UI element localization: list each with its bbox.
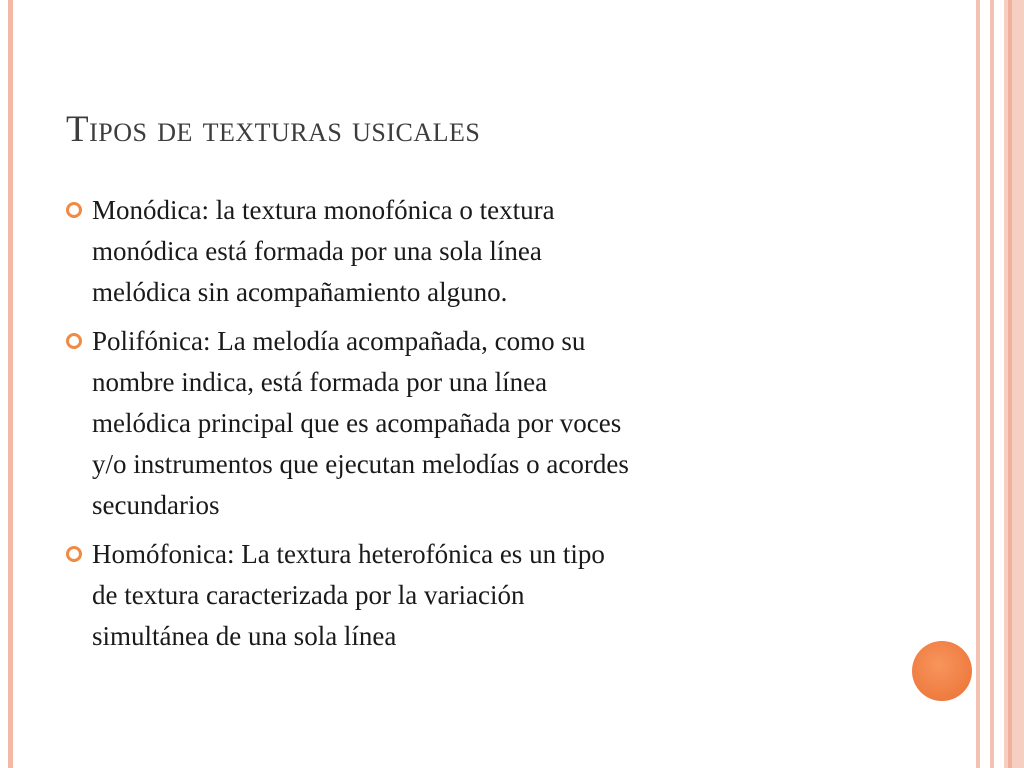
bullet-icon: [66, 202, 82, 218]
slide-title: Tipos de texturas usicales: [66, 109, 481, 150]
right-border-stripe-2: [990, 0, 994, 768]
right-border-band: [1004, 0, 1024, 768]
bullet-item-polifonica: [66, 321, 906, 526]
bullet-list: [66, 190, 906, 665]
bullet-icon: [66, 546, 82, 562]
bullet-text: Homófonica: La textura heterofónica es un tipo de textura caracterizada por la variación simultánea de una sola línea: [92, 539, 605, 651]
bullet-item-homofonica: [66, 534, 906, 657]
bullet-text: Polifónica: La melodía acompañada, como su nombre indica, está formada por una línea melódica principal que es acompañada por voces y/o instrumentos que ejecutan melodías o acordes secundarios: [92, 326, 629, 520]
left-border-stripe: [8, 0, 13, 768]
bullet-item-monodica: [66, 190, 906, 313]
right-border-band-line: [1008, 0, 1012, 768]
bullet-icon: [66, 333, 82, 349]
bullet-text: Monódica: la textura monofónica o textura monódica está formada por una sola línea melódica sin acompañamiento alguno.: [92, 195, 555, 307]
orange-circle-decoration: [912, 641, 972, 701]
right-border-stripe-1: [976, 0, 980, 768]
